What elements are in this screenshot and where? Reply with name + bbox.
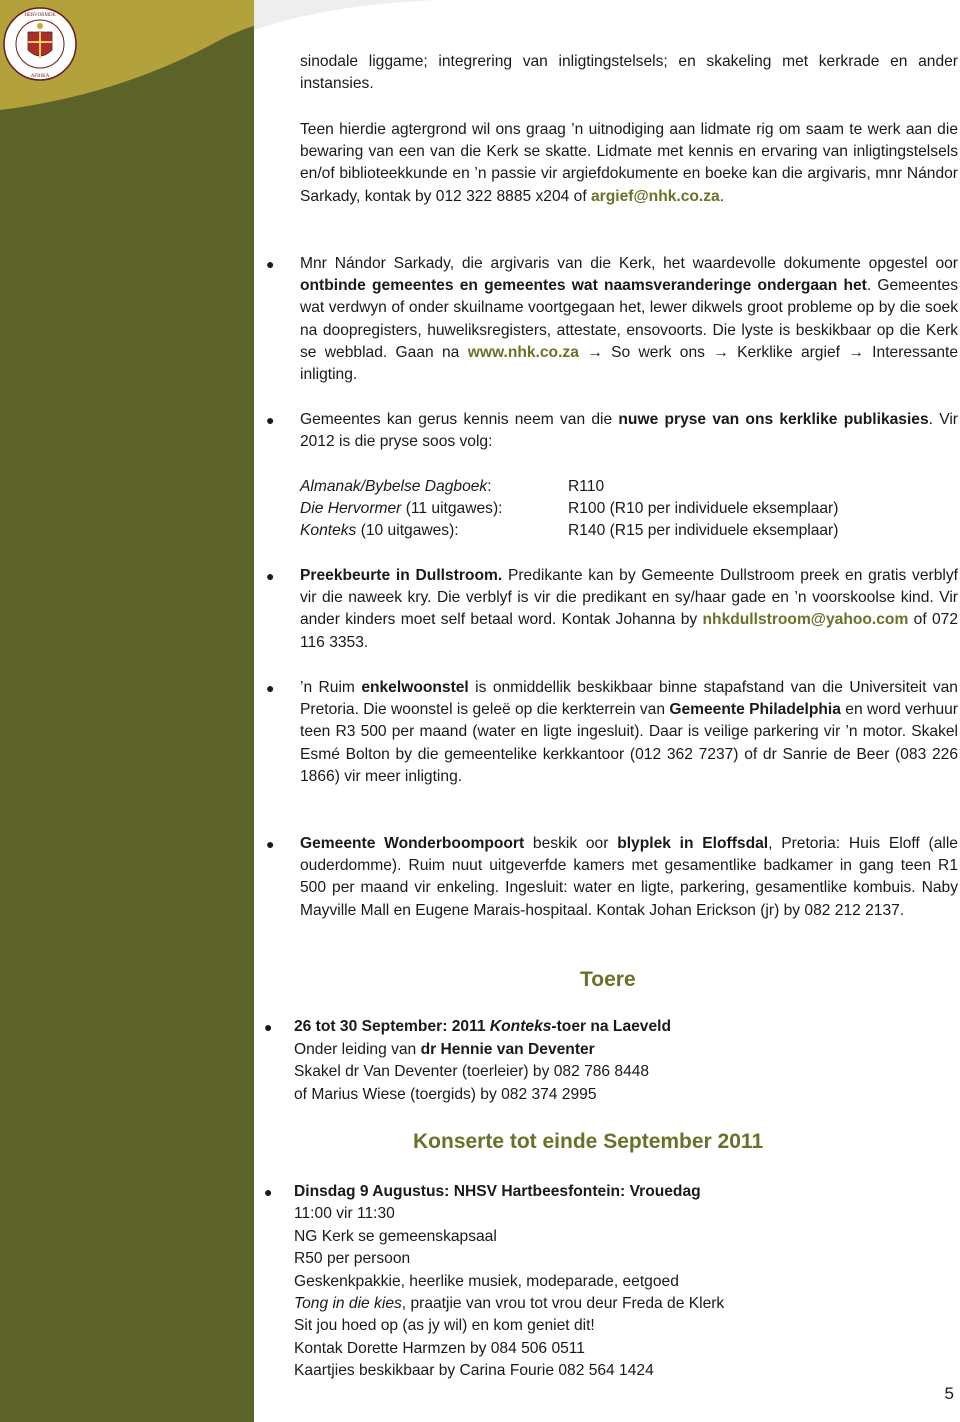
section-heading-concerts: Konserte tot einde September 2011 xyxy=(413,1130,764,1153)
svg-text:AFRIKA: AFRIKA xyxy=(30,74,50,79)
bullet-publication-prices: ● Gemeentes kan gerus kennis neem van die nuwe pryse van ons kerklike publikasies. Vir 2012 is die pryse soos volg: xyxy=(266,411,958,451)
paragraph-intro-continued: sinodale liggame; integrering van inligtingstelsels; en skakeling met kerkrade en ander instansies. xyxy=(300,53,958,93)
bullet-icon: ● xyxy=(264,1184,273,1200)
bullet-icon: ● xyxy=(264,1019,273,1035)
bullet-flat-for-rent: ● ’n Ruim enkelwoonstel is onmiddellik beskikbaar binne stapafstand van die Universiteit van Pretoria. Die woonstel is geleë op die kerkterrein van Gemeente Philadelphia en word verhuur teen R3 500 per maand (water en ligte ingesluit). Daar is veilige parkering vir ’n motor. Skakel Esmé Bolton by die gemeentelike kerkkantoor (012 362 7237) of dr Sanrie de Beer (083 226 1866) vir meer inligting. xyxy=(266,679,958,785)
tour-block: ● 26 tot 30 September: 2011 Konteks-toer na Laeveld Onder leiding van dr Hennie van Deventer Skakel dr Van Deventer (toerleier) by 082 786 8448 of Marius Wiese (toergids) by 082 374 2995 xyxy=(264,1018,672,1103)
archive-email-link[interactable]: argief@nhk.co.za xyxy=(591,187,720,205)
paragraph-invitation: Teen hierdie agtergrond wil ons graag ’n uitnodiging aan lidmate rig om saam te werk aan die bewaring van een van die Kerk se skatte. Lidmate met kennis en ervaring van inligtingstelsels en/of biblioteekkunde en ’n passie vir argiefdokumente en boeke kan die argivaris, mnr Nándor Sarkady, kontak by 012 322 8885 x204 of argief@nhk.co.za. xyxy=(300,121,958,205)
sidebar-band xyxy=(0,0,254,1422)
page-number: 5 xyxy=(944,1384,954,1403)
bullet-icon: ● xyxy=(266,836,275,852)
bullet-wonderboompoort: ● Gemeente Wonderboompoort beskik oor blyplek in Eloffsdal, Pretoria: Huis Eloff (alle ouderdomme). Ruim nuut uitgeverfde kamers met gesamentlike badkamer in gang teen R1 500 per maand vir enkeling. Ingesluit: water en ligte, parkering, gesamentlike kombuis. Naby Mayville Mall en Eugene Marais-hospitaal. Kontak Johan Erickson (jr) by 082 212 2137. xyxy=(266,835,958,919)
section-heading-tours: Toere xyxy=(580,968,636,991)
bullet-icon: ● xyxy=(266,568,275,584)
bullet-dullstroom: ● Preekbeurte in Dullstroom. Predikante kan by Gemeente Dullstroom preek en gratis verblyf vir die naweek kry. Die verblyf is vir die predikant en sy/haar gade en ’n voorskoolse kind. Vir ander kinders moet self betaal word. Kontak Johanna by nhkdullstroom@yahoo.com of 072 116 3353. xyxy=(266,567,959,651)
svg-text:HERVORMDE: HERVORMDE xyxy=(24,13,56,18)
bullet-archive-documents: ● Mnr Nándor Sarkady, die argivaris van die Kerk, het waardevolle dokumente opgestel oor ontbinde gemeentes en gemeentes wat naamsveranderinge ondergaan het. Gemeentes wat verdwyn of onder skuilname voortgegaan het, lewer dikwels groot probleme op by die soek na doopregisters, huweliksregisters, attestate, ensovoorts. Die lyste is beskikbaar op die Kerk se webblad. Gaan na www.nhk.co.za → So werk ons → Kerklike argief → Interessante inligting. xyxy=(266,255,959,384)
bullet-icon: ● xyxy=(266,412,275,428)
bullet-icon: ● xyxy=(266,256,275,272)
church-seal-logo xyxy=(2,6,78,82)
website-link[interactable]: www.nhk.co.za xyxy=(467,343,579,361)
dullstroom-email-link[interactable]: nhkdullstroom@yahoo.com xyxy=(702,611,909,629)
concert-block: ● Dinsdag 9 Augustus: NHSV Hartbeesfontein: Vrouedag 11:00 vir 11:30 NG Kerk se gemeenskapsaal R50 per persoon Geskenkpakkie, heerlike musiek, modeparade, eetgoed Tong in die kies, praatjie van vrou tot vrou deur Freda de Klerk Sit jou hoed op (as jy wil) en kom geniet dit! Kontak Dorette Harmzen by 084 506 0511 Kaartjies beskikbaar by Carina Fourie 082 564 1424 xyxy=(264,1183,725,1380)
bullet-icon: ● xyxy=(266,680,275,696)
